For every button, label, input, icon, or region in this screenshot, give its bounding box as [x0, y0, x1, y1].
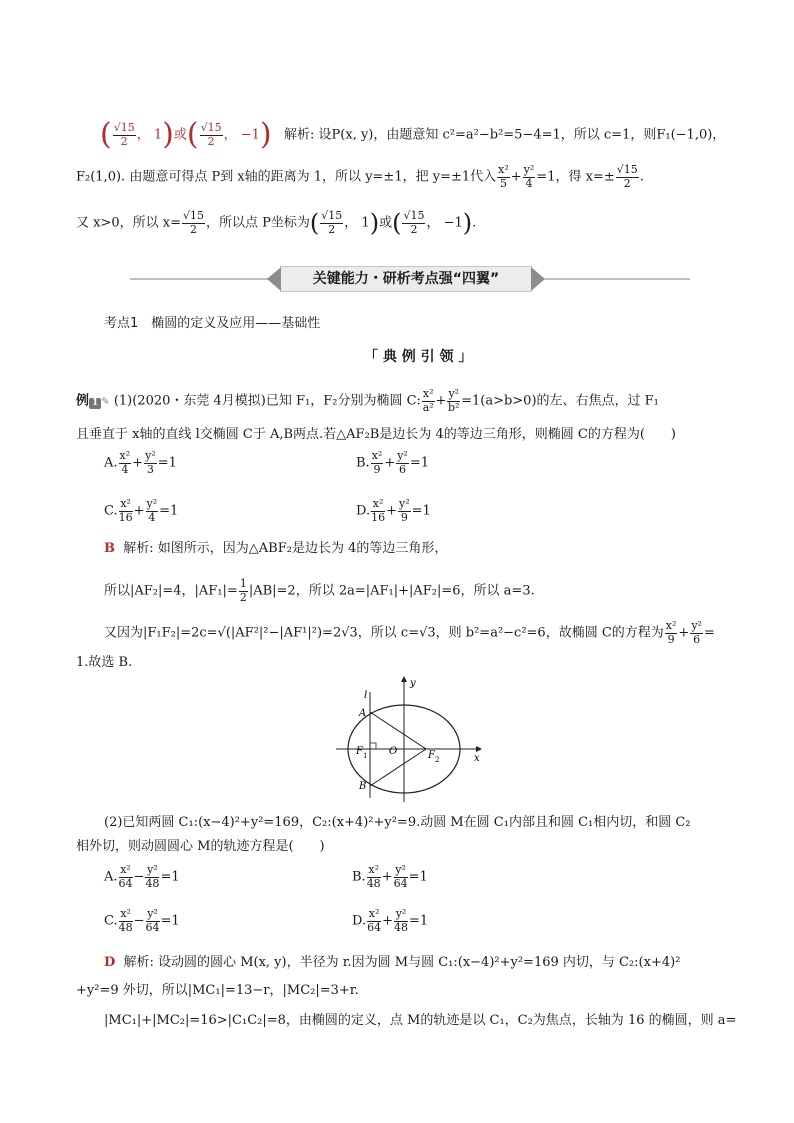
- example2-solution-line-3: |MC₁|+|MC₂|=16>|C₁C₂|=8，由椭圆的定义，点 M的轨迹是以 C₁，C₂为焦点，长轴为 16 的椭圆，则 a=: [104, 1013, 737, 1028]
- label-F2: F: [428, 750, 435, 761]
- fraction: $\frac{\text{y²}}{64}$: [393, 863, 408, 890]
- option-tail: =1: [160, 913, 180, 929]
- option-tail: =1: [157, 455, 177, 471]
- option-a[interactable]: [104, 864, 180, 890]
- title-rule-left: [130, 278, 280, 280]
- x-axis-arrow: [476, 746, 482, 752]
- example1-line-1: 例 1 ✎ (1)(2020・东莞 4月模拟)已知 F₁，F₂分别为椭圆 C: $\frac{\text{x²}}{\text{a²}}$ + $\frac{\text{y²}}{\text{b²}}$ =1(a>b>0)的左、右焦点，过 F₁: [76, 387, 659, 414]
- title-rule-right: [544, 278, 690, 280]
- option-c[interactable]: [104, 908, 180, 934]
- fraction: $\frac{\text{y²}}{\text{b²}}$: [448, 387, 460, 414]
- option-tail: =1: [409, 455, 430, 471]
- option-a[interactable]: [104, 450, 177, 476]
- fraction: $\frac{\text{x²}}{5}$: [498, 163, 509, 190]
- fraction: $\frac{√15}{2}$: [321, 209, 343, 236]
- option-tail: =1: [408, 869, 428, 885]
- answer-letter: B: [104, 541, 115, 556]
- right-paren: ): [259, 117, 272, 152]
- operator: +: [132, 455, 144, 471]
- y-axis-arrow: [401, 676, 407, 682]
- fraction: $\frac{\text{y²}}{6}$: [397, 449, 408, 476]
- example-label: 例: [76, 393, 90, 409]
- fraction: $\frac{\text{y²}}{3}$: [145, 449, 156, 476]
- left-paren: (: [186, 117, 199, 152]
- operator: −: [133, 869, 145, 885]
- operator: +: [133, 503, 145, 519]
- example2-line-2: 相外切，则动圆圆心 M的轨迹方程是( ): [76, 839, 325, 854]
- fraction: $\frac{\text{y²}}{6}$: [691, 619, 702, 646]
- example2-solution-line-1: D 解析: 设动圆的圆心 M(x, y)，半径为 r.因为圆 M与圆 C₁:(x−4)²+y²=169 内切，与 C₂:(x+4)²: [104, 955, 681, 970]
- example2-line-1: (2)已知两圆 C₁:(x−4)²+y²=169，C₂:(x+4)²+y²=9.动圆 M在圆 C₁内部且和圆 C₁相内切，和圆 C₂: [104, 815, 691, 830]
- fraction: $\frac{√15}{2}$: [200, 120, 222, 148]
- option-letter: B.: [356, 455, 370, 471]
- section-title-bar: [130, 266, 690, 290]
- operator: +: [381, 869, 393, 885]
- answer-letter: D: [104, 955, 116, 970]
- pencil-icon: ✎: [101, 396, 110, 408]
- fraction: $\frac{√15}{2}$: [113, 120, 135, 148]
- fraction: $\frac{\text{y²}}{64}$: [145, 907, 160, 934]
- fraction: $\frac{\text{y²}}{4}$: [523, 163, 535, 190]
- fraction: $\frac{\text{x²}}{9}$: [371, 449, 383, 476]
- topic-heading: 考点1 椭圆的定义及应用——基础性: [104, 316, 321, 331]
- label-A: A: [359, 708, 367, 719]
- label-l: l: [364, 690, 368, 701]
- example1-solution-line-3: 又因为|F₁F₂|=2c=√(|AF²|²−|AF¹|²)=2√3，所以 c=√3，则 b²=a²−c²=6，故椭圆 C的方程为 $\frac{\text{x²}}{9}$ + $\frac{\text{y²}}{6}$ =: [104, 619, 715, 646]
- fraction: $\frac{\text{x²}}{48}$: [118, 907, 133, 934]
- option-letter: C.: [104, 503, 118, 519]
- fraction: $\frac{\text{x²}}{16}$: [118, 497, 133, 524]
- option-letter: A.: [104, 455, 118, 471]
- example-header: 「 典 例 引 领 」: [364, 349, 473, 365]
- intro-line-3: 又 x>0，所以 x= $\frac{√15}{2}$ ，所以点 P坐标为( $\frac{√15}{2}$ ， 1)或( $\frac{√15}{2}$ ， −1).: [76, 209, 477, 238]
- fraction: $\frac{\text{x²}}{9}$: [665, 619, 677, 646]
- option-letter: A.: [104, 869, 118, 885]
- example1-solution-line-1: B 解析: 如图所示，因为△ABF₂是边长为 4的等边三角形，: [104, 541, 448, 556]
- ellipse-figure: [326, 676, 486, 806]
- option-tail: =1: [160, 869, 180, 885]
- example1-solution-line-2: 所以|AF₂|=4，|AF₁|= $\frac{1}{2}$ |AB|=2，所以 2a=|AF₁|+|AF₂|=6，所以 a=3.: [104, 577, 535, 604]
- fraction: $\frac{\text{y²}}{4}$: [146, 497, 158, 524]
- option-tail: =1: [159, 503, 179, 519]
- option-b[interactable]: [352, 864, 428, 890]
- fraction: $\frac{√15}{2}$: [182, 209, 204, 236]
- fraction: $\frac{√15}{2}$: [616, 163, 638, 190]
- fraction: $\frac{\text{x²}}{4}$: [119, 449, 131, 476]
- intro-line-2: F₂(1,0). 由题意可得点 P到 x轴的距离为 1，所以 y=±1，把 y=±1代入 $\frac{\text{x²}}{5}$ + $\frac{\text{y²}}{4}$ =1，得 x=± $\frac{√15}{2}$ .: [76, 163, 644, 190]
- fraction: $\frac{\text{y²}}{48}$: [145, 863, 160, 890]
- intro-solution-line-1: 解析: 设P(x, y)，由题意知 c²=a²−b²=5−4=1，所以 c=1，则F₁(−1,0)，: [284, 127, 726, 143]
- option-b[interactable]: [356, 450, 429, 476]
- option-d[interactable]: [352, 908, 428, 934]
- fraction: $\frac{\text{x²}}{48}$: [366, 863, 381, 890]
- left-paren: (: [100, 117, 112, 152]
- section-title: 关键能力・研析考点强“四翼”: [280, 266, 532, 292]
- option-letter: D.: [352, 913, 367, 929]
- fraction: $\frac{√15}{2}$: [403, 209, 425, 236]
- operator: +: [382, 913, 393, 929]
- option-tail: =1: [409, 913, 429, 929]
- fraction: $\frac{\text{x²}}{\text{a²}}$: [422, 387, 434, 414]
- fraction: $\frac{\text{y²}}{48}$: [394, 907, 408, 934]
- label-x: x: [474, 753, 480, 764]
- right-angle-mark: [370, 743, 376, 749]
- label-y: y: [410, 678, 416, 689]
- label-O: O: [389, 746, 398, 757]
- option-tail: =1: [411, 503, 431, 519]
- operator: +: [386, 503, 397, 519]
- operator: +: [384, 455, 396, 471]
- right-paren: ): [162, 117, 174, 152]
- operator: −: [133, 913, 145, 929]
- option-letter: B.: [352, 869, 366, 885]
- label-F2-sub: 2: [435, 756, 440, 764]
- intro-line-1: ( $\frac{√15}{2}$ ， 1)或( $\frac{√15}{2}$ ， −1) 解析: 设P(x, y)，由题意知 c²=a²−b²=5−4=1，所以 c=1，则F₁(−1,0)，: [100, 117, 726, 152]
- option-letter: C.: [104, 913, 118, 929]
- example1-solution-line-4: 1.故选 B.: [76, 655, 133, 670]
- fraction: $\frac{\text{x²}}{64}$: [367, 907, 382, 934]
- fraction: $\frac{\text{x²}}{64}$: [118, 863, 133, 890]
- label-B: B: [359, 781, 367, 792]
- example-number-badge: 1: [89, 398, 101, 409]
- fraction: $\frac{\text{y²}}{9}$: [399, 497, 410, 524]
- example2-solution-line-2: +y²=9 外切，所以|MC₁|=13−r，|MC₂|=3+r.: [76, 983, 359, 998]
- fraction: $\frac{1}{2}$: [239, 577, 247, 604]
- example1-line-2: 且垂直于 x轴的直线 l交椭圆 C于 A,B两点.若△AF₂B是边长为 4的等边三角形，则椭圆 C的方程为( ): [76, 427, 676, 442]
- option-letter: D.: [356, 503, 371, 519]
- fraction: $\frac{\text{x²}}{16}$: [371, 497, 386, 524]
- label-F1-sub: 1: [363, 752, 368, 760]
- option-d[interactable]: [356, 498, 431, 524]
- option-c[interactable]: [104, 498, 178, 524]
- label-F1: F: [356, 746, 363, 757]
